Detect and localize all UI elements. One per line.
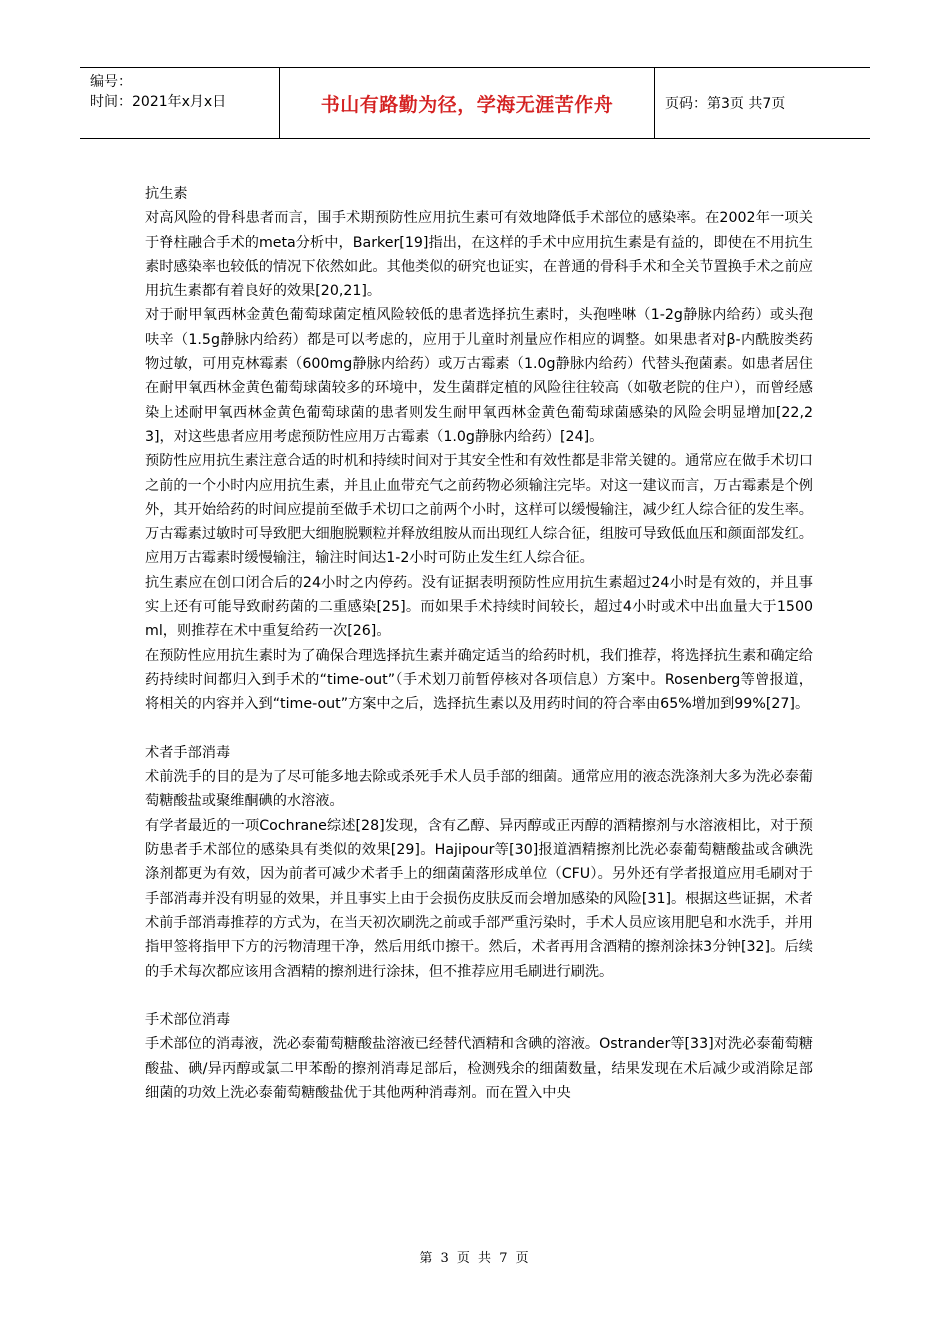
- section-title: 抗生素: [145, 186, 188, 202]
- section-title: 手术部位消毒: [145, 1012, 231, 1029]
- header-motto-cell: [280, 68, 655, 138]
- paragraph: 在预防性应用抗生素时为了确保合理选择抗生素并确定适当的给药时机，我们推荐，将选择抗生素和确定给药持续时间都归入到手术的“time-out”（手术划刀前暂停核对各项信息）方案中。Rosenberg等曾报道，将相关的内容并入到“time-out”方案中之后，选择抗生素以及用药时间的符合率由65%增加到99%[27]。: [145, 647, 813, 713]
- page-header: [80, 67, 870, 139]
- document-number-label: 编号：: [90, 74, 132, 90]
- paragraph: 对于耐甲氧西林金黄色葡萄球菌定植风险较低的患者选择抗生素时，头孢唑啉（1-2g静脉内给药）或头孢呋辛（1.5g静脉内给药）都是可以考虑的，应用于儿童时剂量应作相应的调整。如果患者对β-内酰胺类药物过敏，可用克林霉素（600mg静脉内给药）或万古霉素（1.0g静脉内给药）代替头孢菌素。如患者居住在耐甲氧西林金黄色葡萄球菌较多的环境中，发生菌群定植的风险往往较高（如敬老院的住户），而曾经感染上述耐甲氧西林金黄色葡萄球菌的患者则发生耐甲氧西林金黄色葡萄球菌感染的风险会明显增加[22,23]，对这些患者应用考虑预防性应用万古霉素（1.0g静脉内给药）[24]。: [145, 307, 813, 445]
- paragraph: 抗生素应在创口闭合后的24小时之内停药。没有证据表明预防性应用抗生素超过24小时是有效的，并且事实上还有可能导致耐药菌的二重感染[25]。而如果手术持续时间较长，超过4小时或术中出血量大于1500ml，则推荐在术中重复给药一次[26]。: [145, 574, 813, 640]
- paragraph: 对高风险的骨科患者而言，围手术期预防性应用抗生素可有效地降低手术部位的感染率。在2002年一项关于脊柱融合手术的meta分析中，Barker[19]指出，在这样的手术中应用抗生素是有益的，即使在不用抗生素时感染率也较低的情况下依然如此。其他类似的研究也证实，在普通的骨科手术和全关节置换手术之前应用抗生素都有着良好的效果[20,21]。: [145, 210, 813, 300]
- paragraph: 术前洗手的目的是为了尽可能多地去除或杀死手术人员手部的细菌。通常应用的液态洗涤剂大多为洗必泰葡萄糖酸盐或聚维酮碘的水溶液。: [145, 769, 813, 810]
- header-motto: 书山有路勤为径，学海无涯苦作舟: [320, 93, 614, 116]
- header-meta: [80, 68, 280, 138]
- header-page-info: 页码：第3页 共7页: [665, 96, 786, 112]
- section-title: 术者手部消毒: [145, 744, 231, 761]
- section-spacer: [145, 984, 813, 1008]
- document-date: 时间：2021年x月x日: [90, 94, 227, 110]
- paragraph: 有学者最近的一项Cochrane综述[28]发现，含有乙醇、异丙醇或正丙醇的酒精擦剂与水溶液相比，对于预防患者手术部位的感染具有类似的效果[29]。Hajipour等[30]报道酒精擦剂比洗必泰葡萄糖酸盐或含碘洗涤剂都更为有效，因为前者可减少术者手上的细菌菌落形成单位（CFU）。另外还有学者报道应用毛刷对于手部消毒并没有明显的效果，并且事实上由于会损伤皮肤反而会增加感染的风险[31]。根据这些证据，术者术前手部消毒推荐的方式为，在当天初次刷洗之前或手部严重污染时，手术人员应该用肥皂和水洗手，并用指甲签将指甲下方的污物清理干净，然后用纸巾擦干。然后，术者再用含酒精的擦剂涂抹3分钟[32]。后续的手术每次都应该用含酒精的擦剂进行涂抹，但不推荐应用毛刷进行刷洗。: [145, 817, 813, 980]
- page-footer: 第 3 页 共 7 页: [419, 1251, 531, 1266]
- section-spacer: [145, 717, 813, 741]
- paragraph: 预防性应用抗生素注意合适的时机和持续时间对于其安全性和有效性都是非常关键的。通常应在做手术切口之前的一个小时内应用抗生素，并且止血带充气之前药物必须输注完毕。对这一建议而言，万古霉素是个例外，其开始给药的时间应提前至做手术切口之前两个小时，这样可以缓慢输注，减少红人综合征的发生率。万古霉素过敏时可导致肥大细胞脱颗粒并释放组胺从而出现红人综合征，组胺可导致低血压和颜面部发红。应用万古霉素时缓慢输注，输注时间达1-2小时可防止发生红人综合征。: [145, 453, 813, 567]
- document-body: [145, 182, 813, 1105]
- paragraph: 手术部位的消毒液，洗必泰葡萄糖酸盐溶液已经替代酒精和含碘的溶液。Ostrander等[33]对洗必泰葡萄糖酸盐、碘/异丙醇或氯二甲苯酚的擦剂消毒足部后，检测残余的细菌数量，结果发现在术后减少或消除足部细菌的功效上洗必泰葡萄糖酸盐优于其他两种消毒剂。而在置入中央: [145, 1036, 813, 1101]
